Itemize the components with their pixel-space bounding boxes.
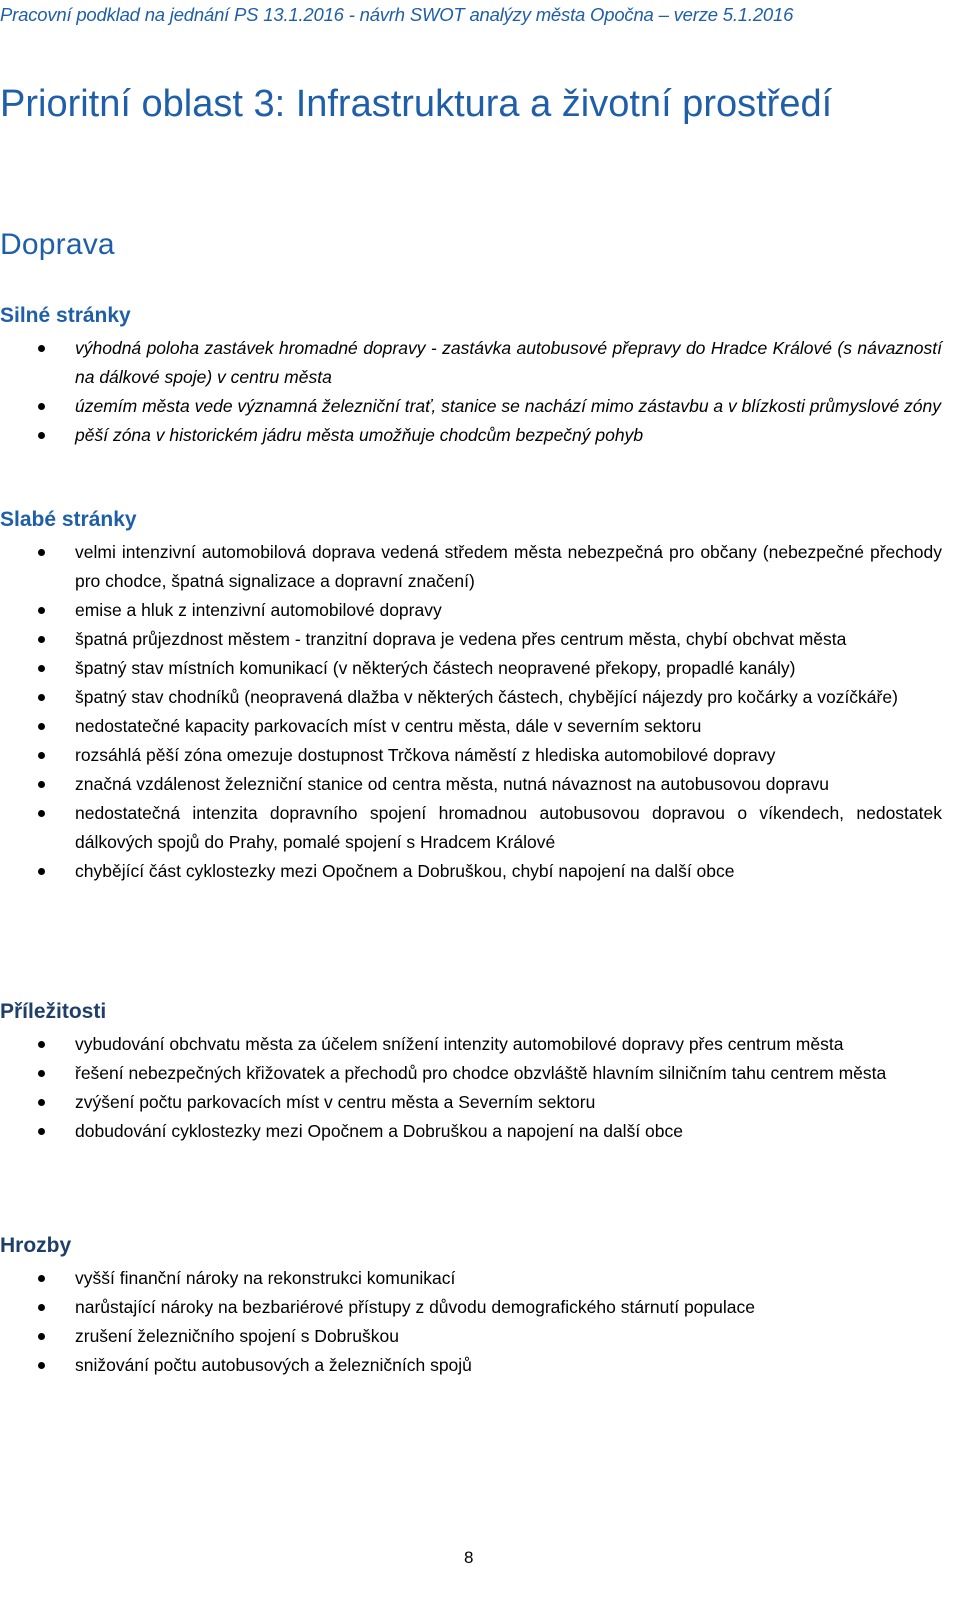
list-item: chybějící část cyklostezky mezi Opočnem a Dobruškou, chybí napojení na další obce: [0, 857, 942, 886]
heading-weaknesses: Slabé stránky: [0, 508, 137, 531]
list-item: nedostatečné kapacity parkovacích míst v centru města, dále v severním sektoru: [0, 712, 942, 741]
list-item: špatný stav místních komunikací (v některých částech neopravené překopy, propadlé kanály): [0, 654, 942, 683]
bullet-icon: [38, 694, 45, 701]
bullet-icon: [38, 1099, 45, 1106]
bullet-icon: [38, 1070, 45, 1077]
list-item: pěší zóna v historickém jádru města umožňuje chodcům bezpečný pohyb: [0, 421, 942, 450]
list-item: špatná průjezdnost městem - tranzitní doprava je vedena přes centrum města, chybí obchvat města: [0, 625, 942, 654]
page-number: 8: [464, 1548, 474, 1567]
bullet-icon: [38, 868, 45, 875]
bullet-icon: [38, 781, 45, 788]
list-item: vyšší finanční nároky na rekonstrukci komunikací: [0, 1264, 942, 1293]
list-item: dobudování cyklostezky mezi Opočnem a Dobruškou a napojení na další obce: [0, 1117, 942, 1146]
list-item: snižování počtu autobusových a železničních spojů: [0, 1351, 942, 1380]
bullet-icon: [38, 752, 45, 759]
list-threats: [0, 1264, 942, 1380]
bullet-icon: [38, 432, 45, 439]
list-item: rozsáhlá pěší zóna omezuje dostupnost Trčkova náměstí z hlediska automobilové dopravy: [0, 741, 942, 770]
heading-threats: Hrozby: [0, 1234, 72, 1257]
page-title: Prioritní oblast 3: Infrastruktura a životní prostředí: [0, 83, 833, 125]
list-item: zrušení železničního spojení s Dobruškou: [0, 1322, 942, 1351]
bullet-icon: [38, 403, 45, 410]
list-item: územím města vede významná železniční trať, stanice se nachází mimo zástavbu a v blízkosti průmyslové zóny: [0, 392, 942, 421]
heading-opportunities: Příležitosti: [0, 1000, 107, 1023]
section-title-doprava: Doprava: [0, 228, 115, 261]
bullet-icon: [38, 1128, 45, 1135]
list-item: nedostatečná intenzita dopravního spojení hromadnou autobusovou dopravou o víkendech, nedostatek dálkových spojů do Prahy, pomalé spojení s Hradcem Králové: [0, 799, 942, 857]
bullet-icon: [38, 665, 45, 672]
bullet-icon: [38, 636, 45, 643]
list-weaknesses: [0, 538, 942, 886]
bullet-icon: [38, 549, 45, 556]
list-item: výhodná poloha zastávek hromadné dopravy - zastávka autobusové přepravy do Hradce Králové (s návazností na dálkové spoje) v centru města: [0, 334, 942, 392]
list-item: velmi intenzivní automobilová doprava vedená středem města nebezpečná pro občany (nebezpečné přechody pro chodce, špatná signalizace a dopravní značení): [0, 538, 942, 596]
bullet-icon: [38, 607, 45, 614]
bullet-icon: [38, 1333, 45, 1340]
list-item: narůstající nároky na bezbariérové přístupy z důvodu demografického stárnutí populace: [0, 1293, 942, 1322]
list-item: značná vzdálenost železniční stanice od centra města, nutná návaznost na autobusovou dopravu: [0, 770, 942, 799]
bullet-icon: [38, 810, 45, 817]
bullet-icon: [38, 1041, 45, 1048]
list-strengths: [0, 334, 942, 450]
bullet-icon: [38, 1275, 45, 1282]
page-header: Pracovní podklad na jednání PS 13.1.2016 - návrh SWOT analýzy města Opočna – verze 5.1.2016: [0, 4, 794, 25]
list-item: řešení nebezpečných křižovatek a přechodů pro chodce obzvláště hlavním silničním tahu centrem města: [0, 1059, 942, 1088]
list-item: emise a hluk z intenzivní automobilové dopravy: [0, 596, 942, 625]
list-item: vybudování obchvatu města za účelem snížení intenzity automobilové dopravy přes centrum města: [0, 1030, 942, 1059]
list-opportunities: [0, 1030, 942, 1146]
bullet-icon: [38, 345, 45, 352]
bullet-icon: [38, 1304, 45, 1311]
bullet-icon: [38, 1362, 45, 1369]
heading-strengths: Silné stránky: [0, 304, 131, 327]
list-item: zvýšení počtu parkovacích míst v centru města a Severním sektoru: [0, 1088, 942, 1117]
bullet-icon: [38, 723, 45, 730]
list-item: špatný stav chodníků (neopravená dlažba v některých částech, chybějící nájezdy pro kočárky a vozíčkáře): [0, 683, 942, 712]
